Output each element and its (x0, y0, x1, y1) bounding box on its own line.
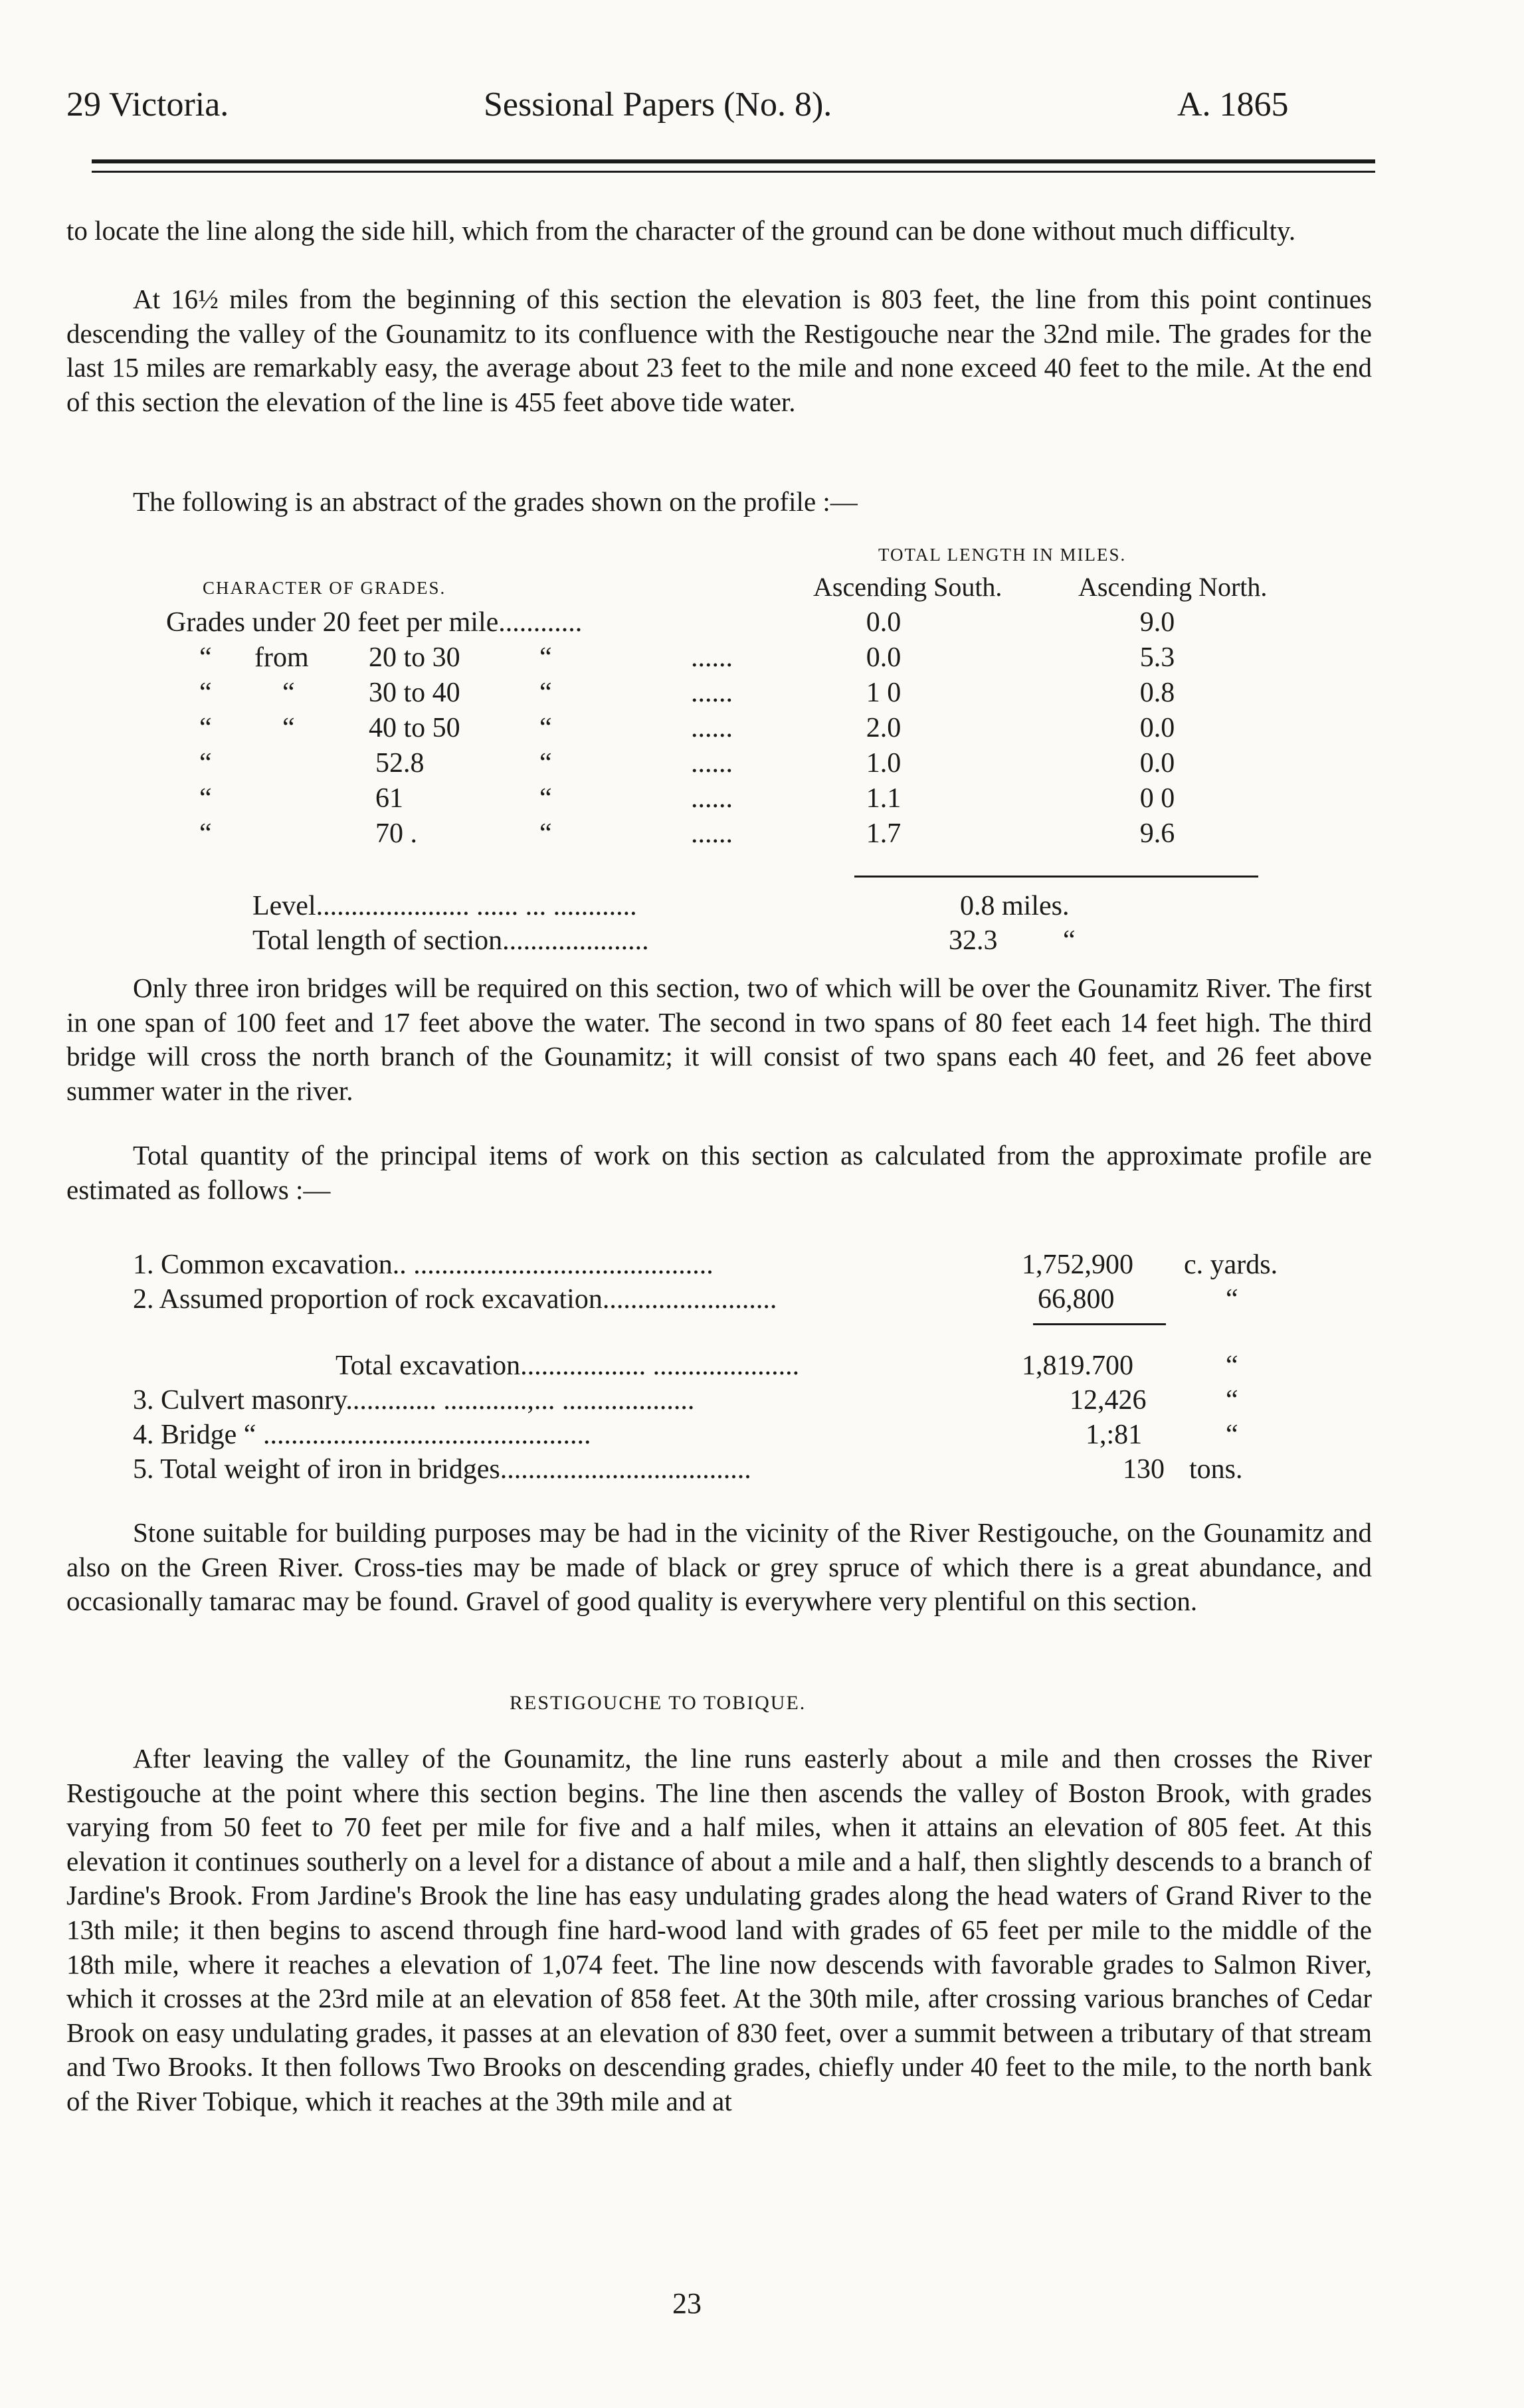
ditto-mark: “ (539, 642, 552, 673)
ditto-mark: “ (199, 783, 212, 814)
ditto-mark: “ (199, 818, 212, 849)
quantity-item-4-label: 4. Bridge “ ............................................... (133, 1420, 591, 1450)
table-row-dots: ...... (691, 713, 733, 743)
table-cell-south: 1.1 (866, 783, 902, 814)
paragraph-3: The following is an abstract of the grades shown on the profile :— (133, 486, 858, 517)
table-row-range: 20 to 30 (369, 642, 460, 673)
quantity-item-1-value: 1,752,900 (1022, 1250, 1133, 1280)
ditto-mark: “ (539, 678, 552, 708)
section-heading: RESTIGOUCHE TO TOBIQUE. (510, 1692, 807, 1714)
ditto-mark: “ (539, 783, 552, 814)
table-row-dots: ...... (691, 748, 733, 779)
header-title: Sessional Papers (No. 8). (484, 86, 832, 124)
total-length-label: Total length of section..................... (252, 925, 649, 956)
quantity-item-5-label: 5. Total weight of iron in bridges.................................... (133, 1454, 751, 1485)
quantity-item-2-unit: “ (1226, 1284, 1238, 1315)
ditto-mark: “ (199, 678, 212, 708)
page-number: 23 (672, 2287, 702, 2320)
ditto-mark: “ (199, 713, 212, 743)
table-row-range: 61 (375, 783, 403, 814)
table-cell-south: 2.0 (866, 713, 902, 743)
table-row-range: 40 to 50 (369, 713, 460, 743)
paragraph-1: to locate the line along the side hill, which from the character of the ground can be done without much difficulty. (66, 215, 1296, 246)
table-row-range: 52.8 (375, 748, 425, 779)
ditto-mark: “ (199, 642, 212, 673)
table-row-dots: ...... (691, 783, 733, 814)
table-row-dots: ...... (691, 818, 733, 849)
header-session: 29 Victoria. (66, 86, 229, 124)
paragraph-2: At 16½ miles from the beginning of this section the elevation is 803 feet, the line from this point continues descending the valley of the Gounamitz to its confluence with the Restigouche near the 32nd mile. The grades for the last 15 miles are remarkably easy, the average about 23 feet to the mile and none exceed 40 feet to the mile. At the end of this section the elevation of the line is 455 feet above tide water. (66, 284, 1372, 417)
quantity-paragraph: Total quantity of the principal items of work on this section as calculated from the approximate profile are estimated as follows :— (66, 1140, 1372, 1205)
ditto-mark: “ (539, 748, 552, 779)
table-row-label: Grades under 20 feet per mile............ (166, 607, 583, 638)
ditto-mark: “ (282, 678, 295, 708)
restigouche-paragraph: After leaving the valley of the Gounamitz, the line runs easterly about a mile and then crosses the River Restigouche at the point where this section begins. The line then ascends the valley of Boston Brook, with grades varying from 50 feet to 70 feet per mile for five and a half miles, when it attains an elevation of 805 feet. At this elevation it continues southerly on a level for a distance of about a mile and a half, then slightly descends to a branch of Jardine's Brook. From Jardine's Brook the line has easy undulating grades along the head waters of Grand River to the 13th mile; it then begins to ascend through fine hard-wood land with grades of 65 feet per mile to the middle of the 18th mile, where it reaches a elevation of 1,074 feet. The line now descends with favorable grades to Salmon River, which it crosses at the 23rd mile at an elevation of 858 feet. At the 30th mile, after crossing various branches of Cedar Brook on easy undulating grades, it passes at an elevation of 830 feet, over a summit between a tributary of that stream and Two Brooks. It then follows Two Brooks on descending grades, chiefly under 40 feet to the mile, to the north bank of the River Tobique, which it reaches at the 39th mile and at (66, 1743, 1372, 2116)
quantity-item-3-unit: “ (1226, 1385, 1238, 1416)
table-row-range: 70 . (375, 818, 417, 849)
table-row-from: from (254, 642, 309, 673)
level-label: Level...................... ...... ... ............ (252, 891, 637, 921)
table-cell-north: 5.3 (1139, 642, 1175, 673)
ditto-mark: “ (539, 713, 552, 743)
quantity-item-2-label: 2. Assumed proportion of rock excavation......................... (133, 1284, 777, 1315)
level-value: 0.8 miles. (960, 891, 1070, 921)
table-cell-north: 9.6 (1139, 818, 1175, 849)
quantity-total-value: 1,819.700 (1022, 1350, 1133, 1381)
table-cell-south: 0.0 (866, 607, 902, 638)
header-year: A. 1865 (1177, 86, 1289, 124)
table-cell-north: 0.0 (1139, 748, 1175, 779)
ditto-mark: “ (1063, 925, 1076, 956)
ditto-mark: “ (199, 748, 212, 779)
quantity-item-4-value: 1,:81 (1086, 1420, 1143, 1450)
table-sum-rule (854, 876, 1258, 878)
header-rule-thick (92, 159, 1375, 163)
bridges-paragraph: Only three iron bridges will be required on this section, two of which will be over the Gounamitz River. The first in one span of 100 feet and 17 feet above the water. The second in two spans of 80 feet each 14 feet high. The third bridge will cross the north branch of the Gounamitz; it will consist of two spans each 40 feet, and 26 feet above summer water in the river. (66, 972, 1372, 1106)
quantity-total-unit: “ (1226, 1350, 1238, 1381)
table-cell-north: 0.0 (1139, 713, 1175, 743)
table-row-dots: ...... (691, 642, 733, 673)
table-row-range: 30 to 40 (369, 678, 460, 708)
quantity-item-4-unit: “ (1226, 1420, 1238, 1450)
table-cell-south: 1.0 (866, 748, 902, 779)
table-cell-north: 0.8 (1139, 678, 1175, 708)
ditto-mark: “ (282, 713, 295, 743)
quantity-item-3-value: 12,426 (1070, 1385, 1147, 1416)
table-cell-south: 0.0 (866, 642, 902, 673)
table-row-dots: ...... (691, 678, 733, 708)
total-length-value: 32.3 (949, 925, 998, 956)
table-col-south: Ascending South. (813, 572, 1002, 602)
quantity-item-1-label: 1. Common excavation.. ........................................... (133, 1250, 714, 1280)
table-cell-north: 0 0 (1139, 783, 1175, 814)
table-cell-south: 1 0 (866, 678, 902, 708)
table-group-header: TOTAL LENGTH IN MILES. (878, 545, 1127, 565)
ditto-mark: “ (539, 818, 552, 849)
stone-paragraph: Stone suitable for building purposes may be had in the vicinity of the River Restigouche, on the Gounamitz and also on the Green River. Cross-ties may be made of black or grey spruce of which there is a great abundance, and occasionally tamarac may be found. Gravel of good quality is everywhere very plentiful on this section. (66, 1517, 1372, 1617)
quantity-item-5-value: 130 (1123, 1454, 1165, 1485)
quantity-item-5-unit: tons. (1189, 1454, 1243, 1485)
quantity-item-3-label: 3. Culvert masonry............. ............,... ................... (133, 1385, 695, 1416)
table-col-character: CHARACTER OF GRADES. (203, 578, 446, 598)
quantity-item-2-value: 66,800 (1038, 1284, 1115, 1315)
table-col-north: Ascending North. (1078, 572, 1268, 602)
quantity-item-1-unit: c. yards. (1184, 1250, 1278, 1280)
quantity-total-label: Total excavation.................. ..................... (335, 1350, 800, 1381)
table-cell-north: 9.0 (1139, 607, 1175, 638)
table-cell-south: 1.7 (866, 818, 902, 849)
quantity-sum-rule (1033, 1323, 1166, 1325)
header-rule-thin (92, 171, 1375, 173)
